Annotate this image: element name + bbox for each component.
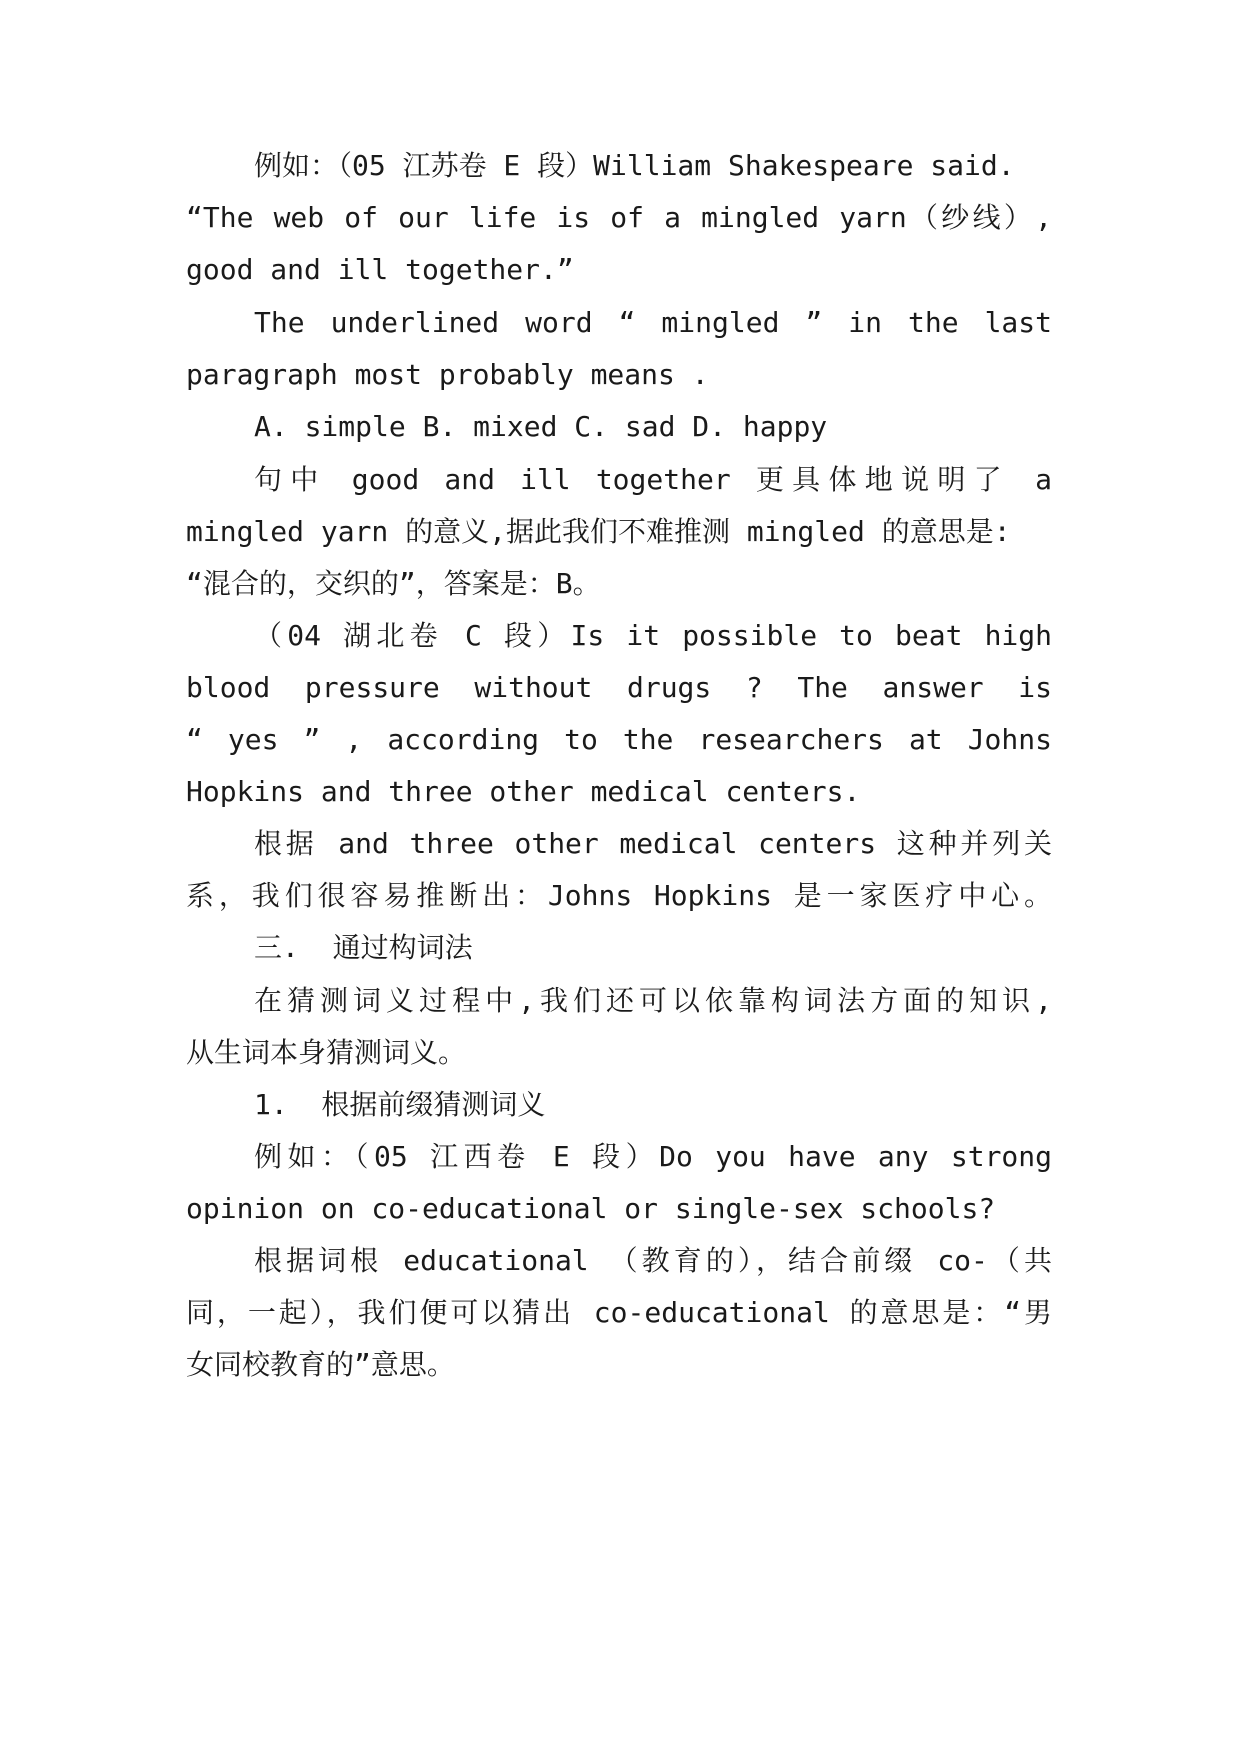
text-line: 例如：（05 江西卷 E 段）Do you have any strong xyxy=(254,1140,1052,1173)
text-line: 同，一起），我们便可以猜出 co-educational 的意思是：“男 xyxy=(186,1296,1052,1329)
subsection-heading: 1. 根据前缀猜测词义 xyxy=(254,1088,546,1121)
text-line: 根据 and three other medical centers 这种并列关 xyxy=(254,827,1052,860)
text-line: The underlined word “ mingled ” in the last xyxy=(254,306,1052,339)
text-line: blood pressure without drugs ? The answer is xyxy=(186,671,1052,704)
text-line: opinion on co-educational or single-sex schools? xyxy=(186,1192,996,1225)
text-line: （04 湖北卷 C 段）Is it possible to beat high xyxy=(254,619,1052,652)
text-line: “The web of our life is of a mingled yarn（纱线）, xyxy=(186,201,1052,234)
text-line: 女同校教育的”意思。 xyxy=(186,1348,455,1381)
text-line: 在猜测词义过程中,我们还可以依靠构词法方面的知识, xyxy=(254,984,1052,1017)
text-line: “ yes ” , according to the researchers at Johns xyxy=(186,723,1052,756)
text-line: 句中 good and ill together 更具体地说明了 a xyxy=(254,463,1052,496)
text-line: 系，我们很容易推断出：Johns Hopkins 是一家医疗中心。 xyxy=(186,879,1052,912)
text-line: good and ill together.” xyxy=(186,253,574,286)
text-line: Hopkins and three other medical centers. xyxy=(186,775,861,808)
section-heading: 三. 通过构词法 xyxy=(254,931,473,964)
text-line: A. simple B. mixed C. sad D. happy xyxy=(254,410,828,443)
text-line: 根据词根 educational （教育的），结合前缀 co-（共 xyxy=(254,1244,1052,1277)
text-line: mingled yarn 的意义,据此我们不难推测 mingled 的意思是: xyxy=(186,515,1011,548)
text-line: “混合的，交织的”，答案是：B。 xyxy=(186,567,601,600)
text-line: paragraph most probably means . xyxy=(186,358,709,391)
text-line: 例如：（05 江苏卷 E 段）William Shakespeare said. xyxy=(254,149,1015,182)
text-line: 从生词本身猜测词义。 xyxy=(186,1036,467,1069)
